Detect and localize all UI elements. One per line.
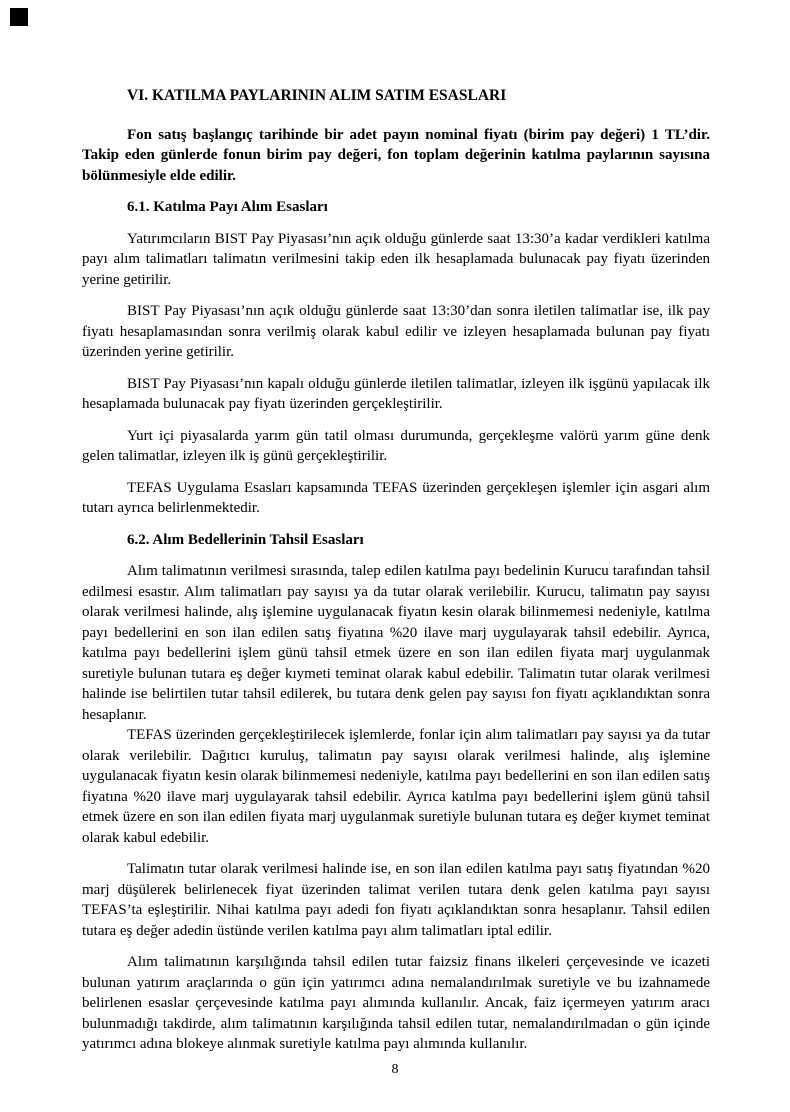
intro-paragraph: Fon satış başlangıç tarihinde bir adet payın nominal fiyatı (birim pay değeri) 1 TL’dir. Takip eden günlerde fonun birim pay değeri, fon toplam değerinin katılma paylarının sayısına bölünmesiyle elde edilir. [82,126,710,184]
paragraph-6-1-4: Yurt içi piyasalarda yarım gün tatil olması durumunda, gerçekleşme valörü yarım güne denk gelen talimatlar, izleyen ilk iş günü gerçekleştirilir. [82,427,710,464]
paragraph-6-1-3: BIST Pay Piyasası’nın kapalı olduğu günlerde iletilen talimatlar, izleyen ilk işgünü yapılacak ilk hesaplamada bulunacak pay fiyatı üzerinden gerçekleştirilir. [82,375,710,412]
paragraph-6-1-1: Yatırımcıların BIST Pay Piyasası’nın açık olduğu günlerde saat 13:30’a kadar verdikleri katılma payı alım talimatları talimatın verilmesini takip eden ilk hesaplamada bulunacak pay fiyatı üzerinden yerine getirilir. [82,230,710,288]
paragraph-6-2-3: Talimatın tutar olarak verilmesi halinde ise, en son ilan edilen katılma payı satış fiyatından %20 marj düşülerek belirlenecek fiyat üzerinden talimat verilen tutara denk gelen katılma payı sayısı TEFAS’ta eşleştirilir. Nihai katılma payı adedi fon fiyatı açıklandıktan sonra hesaplanır. Tahsil edilen tutara eş değer adedin üstünde verilen katılma payı alım talimatları iptal edilir. [82,861,710,939]
paragraph-6-2-1: Alım talimatının verilmesi sırasında, talep edilen katılma payı bedelinin Kurucu tarafından tahsil edilmesi esastır. Alım talimatları pay sayısı ya da tutar olarak verilebilir. Kurucu, talimatın pay sayısı olarak verilmesi halinde, alış işlemine uygulanacak fiyatın kesin olarak bilinmemesi nedeniyle, katılma payı bedellerini en son ilan edilen satış fiyatına %20 ilave marj uygulayarak tahsil edebilir. Ayrıca, katılma payı bedellerini işlem günü tahsil etmek üzere en son ilan edilen fiyata marj uygulanmak suretiyle bulunan tutara eş değer kıymeti teminat olarak kabul edebilir. Talimatın tutar olarak verilmesi halinde ise belirtilen tutar tahsil edilerek, bu tutara denk gelen pay sayısı fon fiyatı açıklandıktan sonra hesaplanır. [82,563,710,723]
scan-artifact-square [10,8,28,26]
paragraph-6-1-2: BIST Pay Piyasası’nın açık olduğu günlerde saat 13:30’dan sonra iletilen talimatlar ise, ilk pay fiyatı hesaplamasından sonra verilmiş olarak kabul edilir ve izleyen hesaplamada bulunan pay fiyatı üzerinden yerine getirilir. [82,303,710,360]
document-content [82,86,710,1066]
paragraph-6-2-2: TEFAS üzerinden gerçekleştirilecek işlemlerde, fonlar için alım talimatları pay sayısı ya da tutar olarak verilebilir. Dağıtıcı kuruluş, talimatın pay sayısı olarak verilmesi halinde, alış işlemine uygulanacak fiyatın kesin olarak bilinmemesi nedeniyle, katılma payı bedellerini en son ilan edilen satış fiyatına %20 ilave marj uygulayarak tahsil edebilir. Ayrıca katılma payı bedellerini işlem günü tahsil etmek üzere en son ilan edilen fiyata marj uygulanmak suretiyle bulunan tutara eş değer kıymet teminat olarak kabul edebilir. [82,727,710,846]
paragraph-6-2-4: Alım talimatının karşılığında tahsil edilen tutar faizsiz finans ilkeleri çerçevesinde ve icazeti bulunan yatırım araçlarında o gün için yatırımcı adına nemalandırılmak suretiyle ve bu izahnamede belirlenen esaslar çerçevesinde katılma payı alımında kullanılır. Ancak, faiz içermeyen yatırım aracı bulunmadığı takdirde, alım talimatının karşılığında tahsil edilen tutar, nemalandırılmadan o gün içinde yatırımcı adına blokeye alınmak suretiyle katılma payı alımında kullanılır. [82,954,710,1052]
heading-6-1: 6.1. Katılma Payı Alım Esasları [127,199,328,215]
paragraph-6-1-5: TEFAS Uygulama Esasları kapsamında TEFAS üzerinden gerçekleşen işlemler için asgari alım tutarı ayrıca belirlenmektedir. [82,479,710,516]
heading-6-2: 6.2. Alım Bedellerinin Tahsil Esasları [127,531,364,548]
page-number: 8 [391,1062,399,1077]
section-title: VI. KATILMA PAYLARININ ALIM SATIM ESASLARI [127,87,507,104]
